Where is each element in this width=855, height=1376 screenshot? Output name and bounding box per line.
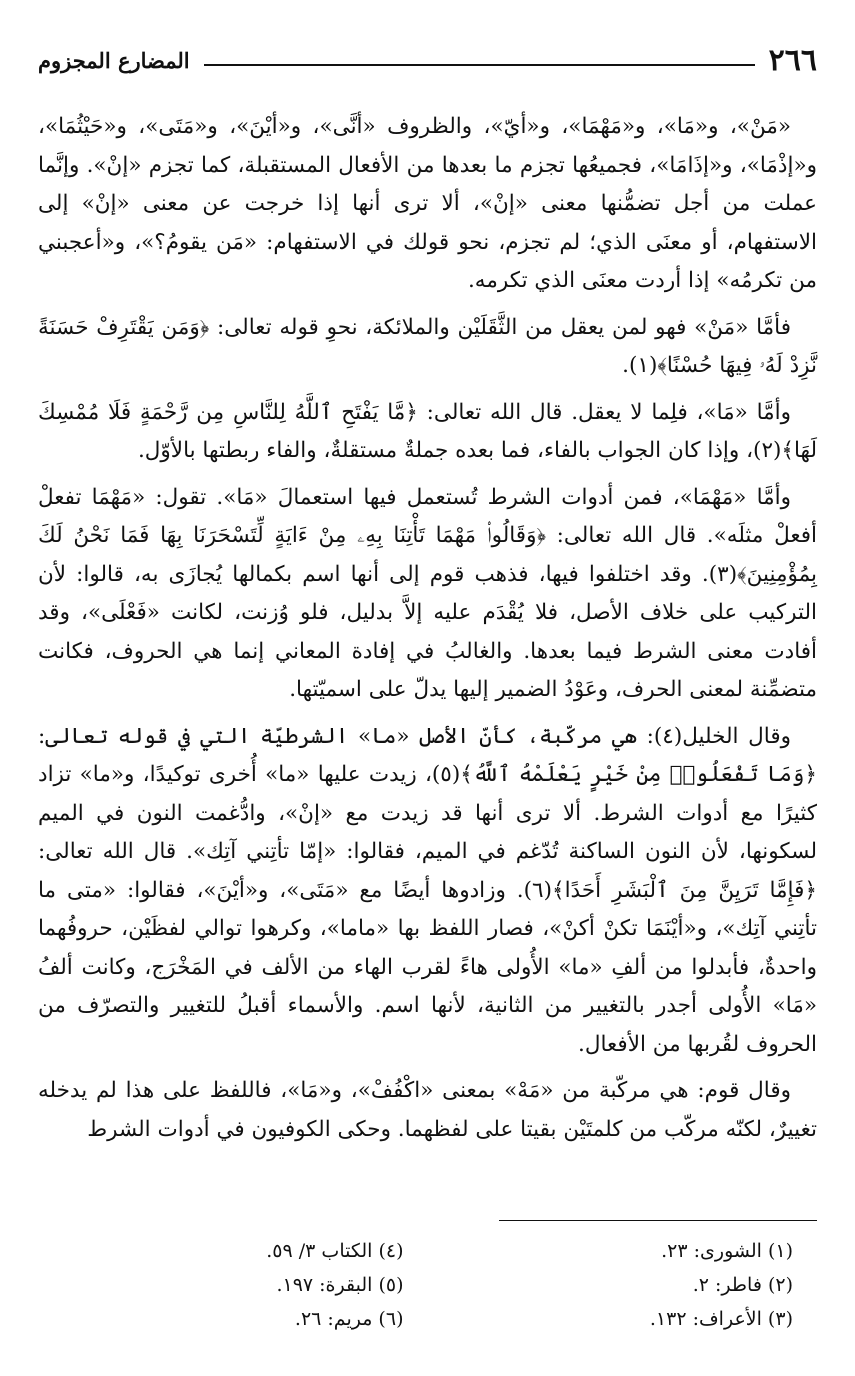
- footnote: (٢) فاطر: ٢.: [692, 1274, 793, 1296]
- footnote-column-left: [38, 1234, 428, 1336]
- footnote: (٥) البقرة: ١٩٧.: [276, 1274, 404, 1296]
- body-text: [38, 108, 817, 1157]
- footnote: (٤) الكتاب ٣/ ٥٩.: [266, 1240, 404, 1262]
- footnote: (٦) مريم: ٢٦.: [294, 1308, 404, 1330]
- page-header: [38, 40, 817, 80]
- paragraph: وأمَّا «مَا»، فلِما لا يعقل. قال الله تعالى: ﴿مَّا يَفْتَحِ ٱللَّهُ لِلنَّاسِ مِن رَّحْمَةٍ فَلَا مُمْسِكَ لَهَا﴾(٢)، وإذا كان الجواب بالفاء، فما بعده جملةٌ مستقلةٌ، والفاء ربطتها بالأوّل.: [38, 399, 817, 463]
- header-rule: [204, 64, 755, 66]
- paragraph: «مَنْ»، و«مَا»، و«مَهْمَا»، و«أيّ»، والظروف «أنَّى»، و«أيْنَ»، و«مَتَى»، و«حَيْثُمَا»، و«إذْمَا»، و«إذَامَا»، فجميعُها تجزم ما بعدها من الأفعال المستقبلة، كما تجزم «إنْ». وإنَّما عملت من أجل تضمُّنها معنى «إنْ»، ألا ترى أنها إذا خرجت عن معنى «إنْ» إلى الاستفهام، أو معنَى الذي؛ لم تجزم، نحو قولك في الاستفهام: «مَن يقومُ؟»، و«أعجبني من تكرمُه» إذا أردت معنَى الذي تكرمه.: [38, 114, 817, 293]
- paragraph: وقال قوم: هي مركّبة من «مَهْ» بمعنى «اكْفُفْ»، و«مَا»، فاللفظ على هذا لم يدخله تغييرٌ، لكنّه مركّب من كلمتَيْن بقيتا على لفظهما. وحكى الكوفيون في أدوات الشرط: [38, 1078, 817, 1142]
- footnotes: [38, 1234, 817, 1336]
- footnote: (١) الشورى: ٢٣.: [661, 1240, 793, 1262]
- page-number: ٢٦٦: [768, 42, 817, 78]
- footnote-separator: [499, 1220, 817, 1221]
- footnote-column-right: [428, 1234, 818, 1336]
- paragraph: وأمَّا «مَهْمَا»، فمن أدوات الشرط تُستعمل فيها استعمالَ «مَا». تقول: «مَهْمَا تفعلْ أفعلْ مثلَه». قال الله تعالى: ﴿وَقَالُوا۟ مَهْمَا تَأْتِنَا بِهِۦ مِنْ ءَايَةٍ لِّتَسْحَرَنَا بِهَا فَمَا نَحْنُ لَكَ بِمُؤْمِنِينَ﴾(٣). وقد اختلفوا فيها، فذهب قوم إلى أنها اسم بكمالها يُجازَى به، قالوا: لأن التركيب على خلاف الأصل، فلا يُقْدَم عليه إلاَّ بدليل، فلو وُزنت، لكانت «فَعْلَى»، وقد أفادت معنى الشرط فيما بعدها. والغالبُ في إفادة المعاني إنما هي الحروف، فكانت متضمِّنة لمعنى الحرف، وعَوْدُ الضمير إليها يدلّ على اسميّتها.: [38, 484, 817, 702]
- running-title: المضارع المجزوم: [38, 47, 190, 73]
- paragraph: وقال الخليل(٤): هي مركّبة، كأنّ الأصل «ما» الشرطيّة التي في قوله تعالى: ﴿وَمَا تَفْعَلُوا۟ مِنْ خَيْرٍ يَعْلَمْهُ ٱللَّهُ﴾(٥)، زيدت عليها «ما» أُخرى توكيدًا، و«ما» تزاد كثيرًا مع أدوات الشرط. ألا ترى أنها قد زيدت مع «إنْ»، وادُّغمت النون في الميم لسكونها، لأن النون الساكنة تُدّغم في الميم، فقالوا: «إمّا تأتِني آتِك». قال الله تعالى: ﴿فَإِمَّا تَرَيِنَّ مِنَ ٱلْبَشَرِ أَحَدًا﴾(٦). وزادوها أيضًا مع «مَتَى»، و«أيْنَ»، فقالوا: «متى ما تأتِني آتِك»، و«أيْنَمَا تكنْ أكنْ»، فصار اللفظ بها «ماما»، وكرهوا توالي لفظَيْن، حروفُهما واحدةٌ، فأبدلوا من ألفِ «ما» الأُولى هاءً لقرب الهاء من الألف في المَخْرَج، وكانت ألفُ «مَا» الأُولى أجدر بالتغيير من الثانية، لأنها اسم. والأسماء أقبلُ للتغيير والتصرّف من الحروف لقُربها من الأفعال.: [38, 723, 817, 1057]
- paragraph: فأمَّا «مَنْ» فهو لمن يعقل من الثَّقَلَيْن والملائكة، نحوِ قوله تعالى: ﴿وَمَن يَقْتَرِفْ حَسَنَةً نَّزِدْ لَهُۥ فِيهَا حُسْنًا﴾(١).: [38, 314, 817, 378]
- footnote: (٣) الأعراف: ١٣٢.: [649, 1308, 793, 1330]
